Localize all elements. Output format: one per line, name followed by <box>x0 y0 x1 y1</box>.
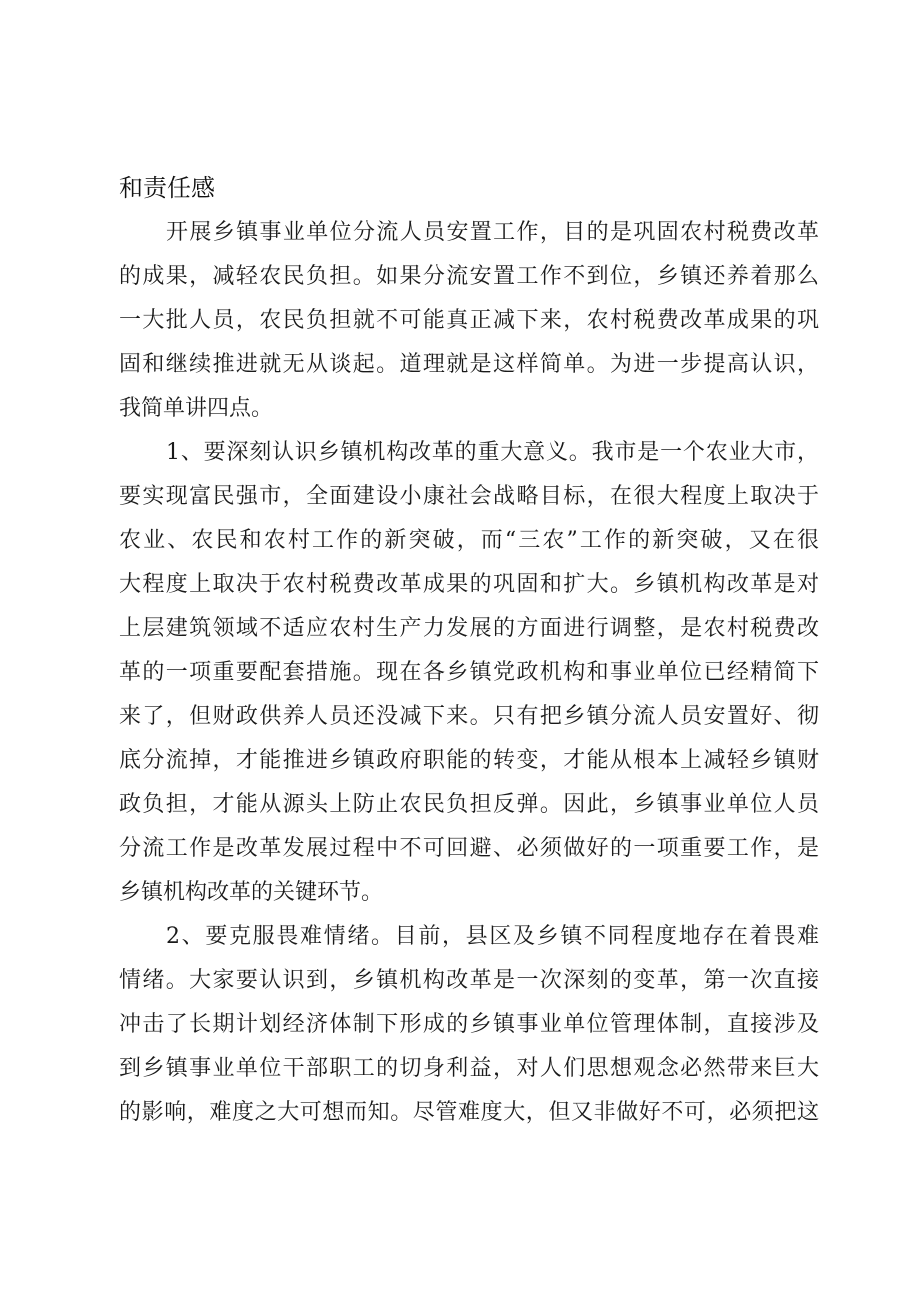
paragraph-line: 大程度上取决于农村税费改革成果的巩固和扩大。乡镇机构改革是对 <box>119 572 819 597</box>
paragraph-line: 来了，但财政供养人员还没减下来。只有把乡镇分流人员安置好、彻 <box>119 704 819 729</box>
paragraph-line: 农业、农民和农村工作的新突破，而“三农”工作的新突破，又在很 <box>119 528 819 553</box>
paragraph-line: 的影响，难度之大可想而知。尽管难度大，但又非做好不可，必须把这 <box>119 1100 819 1125</box>
paragraph-line: 固和继续推进就无从谈起。道理就是这样简单。为进一步提高认识， <box>119 352 819 377</box>
paragraph-line: 开展乡镇事业单位分流人员安置工作，目的是巩固农村税费改革 <box>166 220 819 245</box>
paragraph-line: 2、要克服畏难情绪。目前，县区及乡镇不同程度地存在着畏难 <box>166 924 819 949</box>
paragraph-line: 的成果，减轻农民负担。如果分流安置工作不到位，乡镇还养着那么 <box>119 264 819 289</box>
paragraph-line: 革的一项重要配套措施。现在各乡镇党政机构和事业单位已经精简下 <box>119 660 819 685</box>
paragraph-line: 1、要深刻认识乡镇机构改革的重大意义。我市是一个农业大市， <box>166 440 819 465</box>
paragraph-line: 一大批人员，农民负担就不可能真正减下来，农村税费改革成果的巩 <box>119 308 819 333</box>
paragraph-line: 上层建筑领域不适应农村生产力发展的方面进行调整，是农村税费改 <box>119 616 819 641</box>
paragraph-line: 分流工作是改革发展过程中不可回避、必须做好的一项重要工作，是 <box>119 836 819 861</box>
paragraph-line: 情绪。大家要认识到，乡镇机构改革是一次深刻的变革，第一次直接 <box>119 968 819 993</box>
paragraph-line: 到乡镇事业单位干部职工的切身利益，对人们思想观念必然带来巨大 <box>119 1056 819 1081</box>
paragraph-line: 冲击了长期计划经济体制下形成的乡镇事业单位管理体制，直接涉及 <box>119 1012 819 1037</box>
paragraph-line: 乡镇机构改革的关键环节。 <box>119 880 384 905</box>
section-heading: 和责任感 <box>119 174 215 202</box>
paragraph-line: 我简单讲四点。 <box>119 396 274 421</box>
paragraph-line: 要实现富民强市，全面建设小康社会战略目标，在很大程度上取决于 <box>119 484 819 509</box>
paragraph-line: 政负担，才能从源头上防止农民负担反弹。因此，乡镇事业单位人员 <box>119 792 819 817</box>
paragraph-line: 底分流掉，才能推进乡镇政府职能的转变，才能从根本上减轻乡镇财 <box>119 748 819 773</box>
